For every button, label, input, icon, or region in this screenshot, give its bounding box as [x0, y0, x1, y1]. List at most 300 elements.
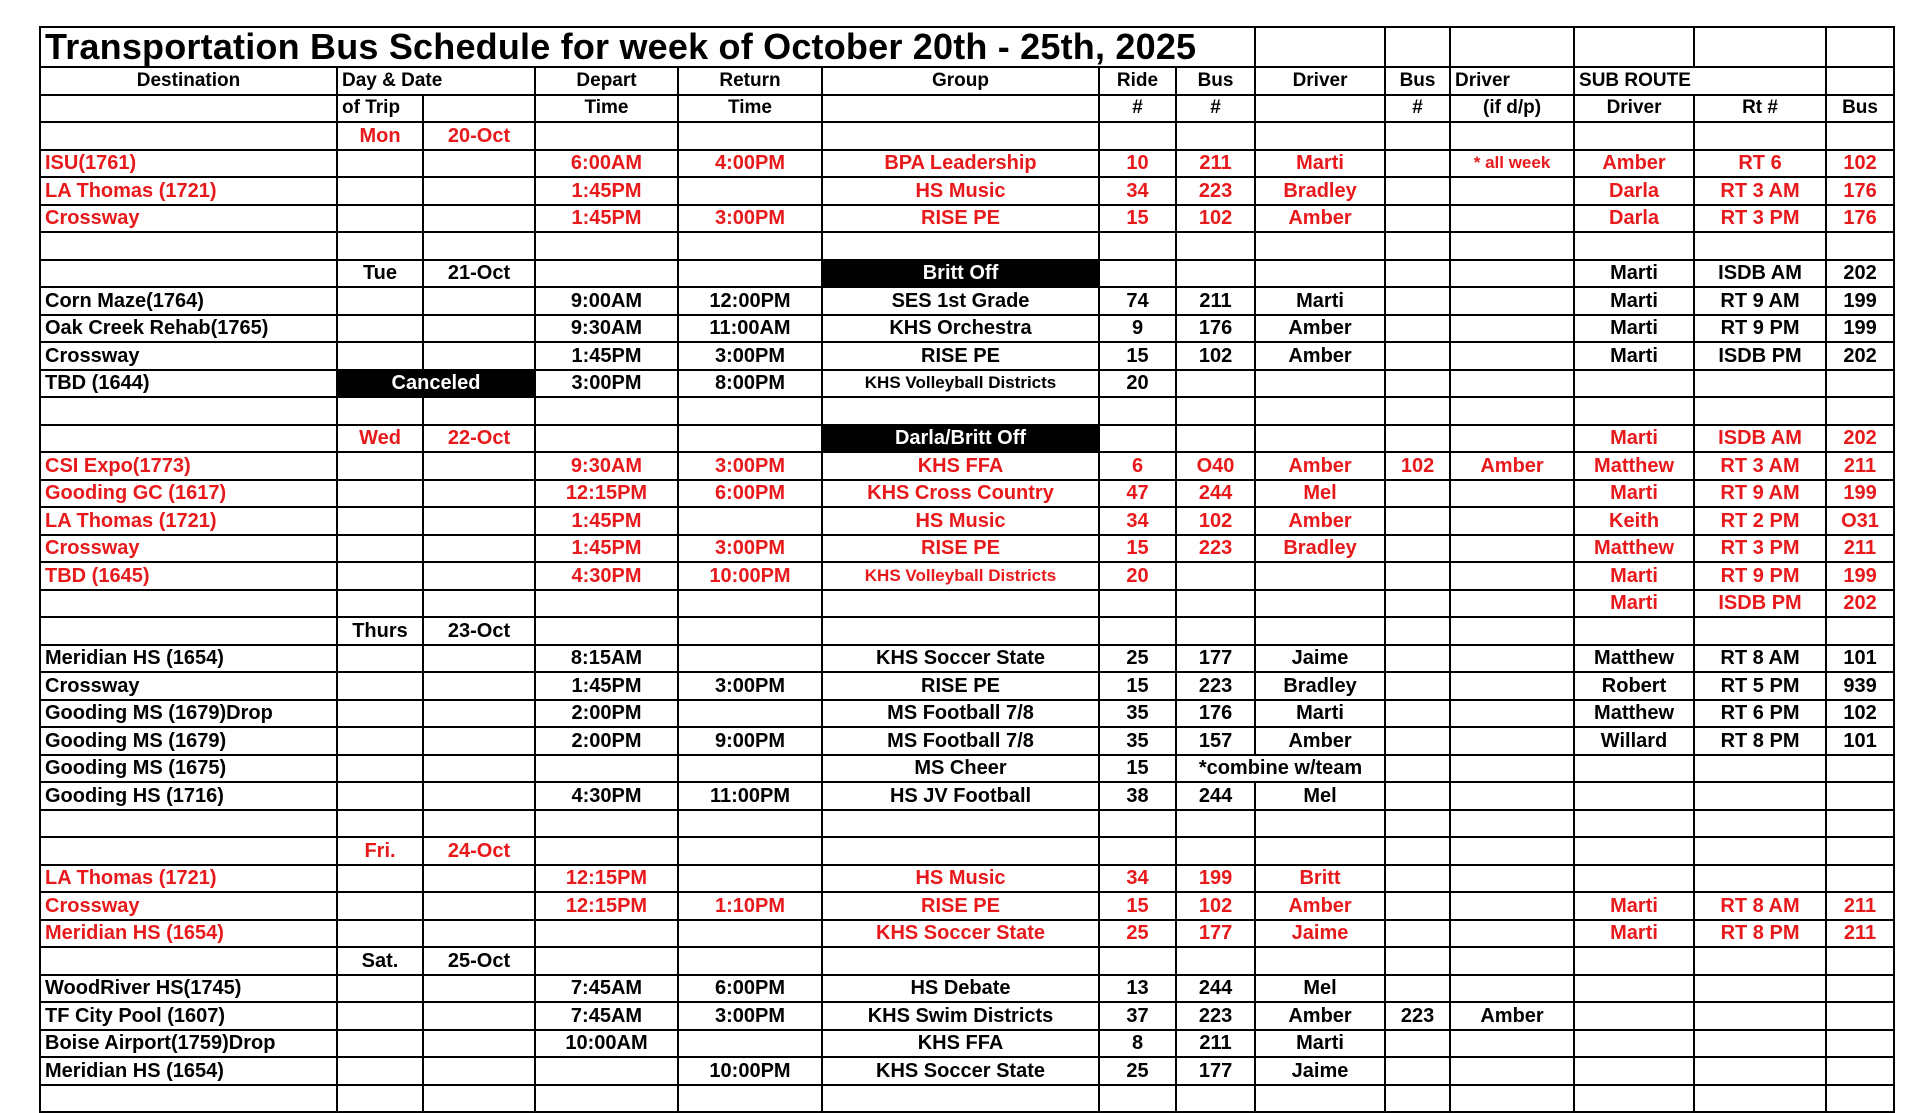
driver-2-cell: Amber: [1450, 452, 1574, 480]
bus-number-cell: 211: [1176, 1030, 1255, 1058]
table-row: [40, 837, 1894, 865]
table-row: [40, 645, 1894, 673]
day-cell: [337, 287, 423, 315]
bus-number-cell: 176: [1176, 700, 1255, 728]
return-time-cell: [678, 177, 822, 205]
ride-count-cell: 20: [1099, 370, 1176, 398]
header-sub-bus: Bus: [1826, 95, 1894, 123]
date-cell: [423, 1057, 535, 1085]
title-blank: [1826, 27, 1894, 67]
driver-2-cell: [1450, 177, 1574, 205]
table-row: [40, 507, 1894, 535]
date-cell: [423, 452, 535, 480]
depart-time-cell: [535, 397, 678, 425]
sub-driver-cell: Keith: [1574, 507, 1694, 535]
sub-driver-cell: Marti: [1574, 315, 1694, 343]
header-sub-route: SUB ROUTE: [1574, 67, 1826, 95]
depart-time-cell: [535, 260, 678, 288]
date-cell: [423, 782, 535, 810]
bus-2-cell: [1385, 425, 1450, 453]
sub-route-cell: RT 2 PM: [1694, 507, 1826, 535]
bus-number-cell: 244: [1176, 782, 1255, 810]
ride-count-cell: 15: [1099, 755, 1176, 783]
date-cell: [423, 205, 535, 233]
date-cell: [423, 232, 535, 260]
sub-route-cell: ISDB AM: [1694, 425, 1826, 453]
header-driver: Driver: [1255, 67, 1385, 95]
return-time-cell: 11:00AM: [678, 315, 822, 343]
driver-cell: Marti: [1255, 150, 1385, 178]
header-ride: Ride: [1099, 67, 1176, 95]
sub-bus-cell: [1826, 617, 1894, 645]
bus-2-cell: [1385, 672, 1450, 700]
bus-2-cell: [1385, 920, 1450, 948]
bus-2-cell: [1385, 782, 1450, 810]
day-cell: [337, 232, 423, 260]
day-cell: [337, 480, 423, 508]
date-cell: 25-Oct: [423, 947, 535, 975]
sub-bus-cell: 199: [1826, 562, 1894, 590]
sub-driver-cell: [1574, 370, 1694, 398]
depart-time-cell: 12:15PM: [535, 865, 678, 893]
day-cell: [337, 590, 423, 618]
sub-route-cell: [1694, 837, 1826, 865]
ride-count-cell: [1099, 617, 1176, 645]
driver-cell: [1255, 562, 1385, 590]
destination-cell: [40, 397, 337, 425]
driver-2-cell: [1450, 287, 1574, 315]
bus-2-cell: [1385, 150, 1450, 178]
day-cell: [337, 150, 423, 178]
sub-driver-cell: Marti: [1574, 590, 1694, 618]
bus-2-cell: [1385, 892, 1450, 920]
return-time-cell: [678, 947, 822, 975]
driver-cell: Marti: [1255, 1030, 1385, 1058]
return-time-cell: 12:00PM: [678, 287, 822, 315]
destination-cell: CSI Expo(1773): [40, 452, 337, 480]
sub-driver-cell: [1574, 837, 1694, 865]
title-blank: [1255, 27, 1385, 67]
sub-route-cell: RT 8 PM: [1694, 727, 1826, 755]
bus-2-cell: [1385, 342, 1450, 370]
table-row: [40, 452, 1894, 480]
depart-time-cell: [535, 810, 678, 838]
bus-2-cell: [1385, 177, 1450, 205]
driver-2-cell: [1450, 342, 1574, 370]
sub-bus-cell: 199: [1826, 315, 1894, 343]
sub-driver-cell: [1574, 1002, 1694, 1030]
day-cell: Mon: [337, 122, 423, 150]
driver-2-cell: [1450, 755, 1574, 783]
day-cell: [337, 975, 423, 1003]
driver-2-cell: [1450, 892, 1574, 920]
date-cell: [423, 755, 535, 783]
ride-count-cell: 8: [1099, 1030, 1176, 1058]
sub-driver-cell: [1574, 755, 1694, 783]
group-cell: HS Music: [822, 177, 1099, 205]
bus-number-cell: 177: [1176, 1057, 1255, 1085]
group-cell: RISE PE: [822, 892, 1099, 920]
bus-2-cell: [1385, 645, 1450, 673]
driver-cell: [1255, 810, 1385, 838]
driver-cell: Amber: [1255, 342, 1385, 370]
ride-count-cell: [1099, 1085, 1176, 1113]
driver-cell: [1255, 397, 1385, 425]
bus-2-cell: [1385, 122, 1450, 150]
return-time-cell: 3:00PM: [678, 1002, 822, 1030]
sub-driver-cell: Matthew: [1574, 452, 1694, 480]
sub-bus-cell: 939: [1826, 672, 1894, 700]
destination-cell: Crossway: [40, 892, 337, 920]
depart-time-cell: [535, 232, 678, 260]
header-depart: Depart: [535, 67, 678, 95]
ride-count-cell: [1099, 122, 1176, 150]
title-blank: [1385, 27, 1450, 67]
depart-time-cell: [535, 920, 678, 948]
driver-2-cell: [1450, 507, 1574, 535]
day-cell: [337, 755, 423, 783]
driver-cell: [1255, 837, 1385, 865]
driver-cell: [1255, 260, 1385, 288]
return-time-cell: [678, 425, 822, 453]
table-row: [40, 810, 1894, 838]
driver-2-cell: [1450, 947, 1574, 975]
title-row: [40, 27, 1894, 67]
sub-bus-cell: 199: [1826, 287, 1894, 315]
group-cell: HS Debate: [822, 975, 1099, 1003]
driver-2-cell: * all week: [1450, 150, 1574, 178]
sub-route-cell: RT 8 AM: [1694, 645, 1826, 673]
bus-number-cell: 223: [1176, 535, 1255, 563]
sub-bus-cell: [1826, 975, 1894, 1003]
table-row: [40, 1085, 1894, 1113]
date-cell: 20-Oct: [423, 122, 535, 150]
depart-time-cell: [535, 947, 678, 975]
destination-cell: Boise Airport(1759)Drop: [40, 1030, 337, 1058]
driver-cell: Mel: [1255, 782, 1385, 810]
bus-number-cell: [1176, 425, 1255, 453]
sub-driver-cell: Marti: [1574, 425, 1694, 453]
sub-driver-cell: [1574, 617, 1694, 645]
depart-time-cell: 9:30AM: [535, 452, 678, 480]
header-blank: [822, 95, 1099, 123]
driver-cell: [1255, 122, 1385, 150]
driver-cell: Mel: [1255, 975, 1385, 1003]
bus-number-cell: [1176, 260, 1255, 288]
group-cell: [822, 590, 1099, 618]
sub-driver-cell: [1574, 1085, 1694, 1113]
day-cell: Wed: [337, 425, 423, 453]
sub-route-cell: [1694, 370, 1826, 398]
return-time-cell: [678, 1085, 822, 1113]
bus-2-cell: [1385, 1057, 1450, 1085]
return-time-cell: [678, 1030, 822, 1058]
bus-2-cell: [1385, 700, 1450, 728]
date-cell: [423, 975, 535, 1003]
sub-route-cell: RT 3 PM: [1694, 205, 1826, 233]
group-cell: KHS Volleyball Districts: [822, 562, 1099, 590]
bus-2-cell: [1385, 397, 1450, 425]
sub-route-cell: [1694, 122, 1826, 150]
date-cell: [423, 1085, 535, 1113]
sub-route-cell: [1694, 397, 1826, 425]
group-cell: MS Football 7/8: [822, 727, 1099, 755]
ride-count-cell: 20: [1099, 562, 1176, 590]
depart-time-cell: [535, 755, 678, 783]
sub-driver-cell: Marti: [1574, 480, 1694, 508]
date-cell: 21-Oct: [423, 260, 535, 288]
destination-cell: Crossway: [40, 672, 337, 700]
table-row: [40, 425, 1894, 453]
sub-route-cell: [1694, 1030, 1826, 1058]
sub-bus-cell: 202: [1826, 342, 1894, 370]
driver-2-cell: [1450, 480, 1574, 508]
table-row: [40, 1002, 1894, 1030]
sub-driver-cell: Marti: [1574, 892, 1694, 920]
group-cell: [822, 1085, 1099, 1113]
bus-number-cell: 244: [1176, 975, 1255, 1003]
bus-2-cell: [1385, 260, 1450, 288]
return-time-cell: 3:00PM: [678, 452, 822, 480]
driver-cell: [1255, 425, 1385, 453]
day-cell: [337, 452, 423, 480]
driver-cell: [1255, 232, 1385, 260]
sub-driver-cell: [1574, 232, 1694, 260]
depart-time-cell: 1:45PM: [535, 342, 678, 370]
bus-2-cell: [1385, 617, 1450, 645]
return-time-cell: 6:00PM: [678, 975, 822, 1003]
day-cell: [337, 1085, 423, 1113]
date-cell: [423, 287, 535, 315]
table-row: [40, 287, 1894, 315]
driver-cell: Bradley: [1255, 672, 1385, 700]
sub-route-cell: [1694, 947, 1826, 975]
destination-cell: LA Thomas (1721): [40, 865, 337, 893]
sub-route-cell: [1694, 782, 1826, 810]
bus-number-cell: 102: [1176, 342, 1255, 370]
depart-time-cell: 4:30PM: [535, 782, 678, 810]
header-blank: [40, 95, 337, 123]
sub-driver-cell: Matthew: [1574, 535, 1694, 563]
sub-driver-cell: [1574, 975, 1694, 1003]
ride-count-cell: 47: [1099, 480, 1176, 508]
date-cell: [423, 810, 535, 838]
table-row: [40, 177, 1894, 205]
group-cell: KHS Soccer State: [822, 1057, 1099, 1085]
driver-cell: Amber: [1255, 452, 1385, 480]
bus-number-cell: 244: [1176, 480, 1255, 508]
table-row: [40, 535, 1894, 563]
table-row: [40, 260, 1894, 288]
sub-route-cell: RT 9 AM: [1694, 287, 1826, 315]
day-cell: [337, 727, 423, 755]
return-time-cell: [678, 837, 822, 865]
ride-count-cell: 6: [1099, 452, 1176, 480]
day-cell: Fri.: [337, 837, 423, 865]
header-depart-time: Time: [535, 95, 678, 123]
sub-route-cell: [1694, 865, 1826, 893]
group-cell: RISE PE: [822, 342, 1099, 370]
sub-route-cell: RT 6: [1694, 150, 1826, 178]
header-of-trip: of Trip: [337, 95, 423, 123]
sub-bus-cell: 211: [1826, 892, 1894, 920]
date-cell: [423, 590, 535, 618]
group-cell: KHS Volleyball Districts: [822, 370, 1099, 398]
group-cell: KHS Cross Country: [822, 480, 1099, 508]
table-row: [40, 397, 1894, 425]
bus-2-cell: [1385, 1085, 1450, 1113]
day-cell: Thurs: [337, 617, 423, 645]
group-cell: RISE PE: [822, 535, 1099, 563]
ride-count-cell: 15: [1099, 892, 1176, 920]
destination-cell: Meridian HS (1654): [40, 645, 337, 673]
table-row: [40, 1057, 1894, 1085]
bus-2-cell: [1385, 287, 1450, 315]
bus-2-cell: [1385, 232, 1450, 260]
sub-bus-cell: 176: [1826, 205, 1894, 233]
bus-number-cell: 157: [1176, 727, 1255, 755]
title-blank: [1574, 27, 1694, 67]
driver-2-cell: [1450, 617, 1574, 645]
table-row: [40, 590, 1894, 618]
depart-time-cell: [535, 617, 678, 645]
ride-count-cell: 15: [1099, 342, 1176, 370]
day-cell: [337, 1030, 423, 1058]
ride-count-cell: [1099, 947, 1176, 975]
date-cell: [423, 892, 535, 920]
driver-2-cell: [1450, 975, 1574, 1003]
sub-bus-cell: O31: [1826, 507, 1894, 535]
sub-route-cell: RT 3 AM: [1694, 177, 1826, 205]
title-blank: [1694, 27, 1826, 67]
ride-count-cell: 34: [1099, 865, 1176, 893]
ride-count-cell: 34: [1099, 177, 1176, 205]
depart-time-cell: 3:00PM: [535, 370, 678, 398]
driver-cell: Jaime: [1255, 920, 1385, 948]
sub-bus-cell: [1826, 122, 1894, 150]
day-cell: [337, 782, 423, 810]
driver-cell: Bradley: [1255, 177, 1385, 205]
table-row: [40, 122, 1894, 150]
sub-bus-cell: [1826, 370, 1894, 398]
sub-route-cell: [1694, 1085, 1826, 1113]
destination-cell: LA Thomas (1721): [40, 177, 337, 205]
destination-cell: [40, 260, 337, 288]
group-cell: [822, 617, 1099, 645]
bus-2-cell: [1385, 727, 1450, 755]
table-row: [40, 150, 1894, 178]
depart-time-cell: [535, 425, 678, 453]
destination-cell: Gooding MS (1679): [40, 727, 337, 755]
driver-2-cell: [1450, 122, 1574, 150]
driver-2-cell: [1450, 1085, 1574, 1113]
day-cell: [337, 865, 423, 893]
date-cell: [423, 342, 535, 370]
bus-2-cell: [1385, 535, 1450, 563]
bus-number-cell: 102: [1176, 507, 1255, 535]
date-cell: [423, 535, 535, 563]
return-time-cell: [678, 617, 822, 645]
day-cell: [337, 535, 423, 563]
ride-count-cell: 74: [1099, 287, 1176, 315]
header-destination: Destination: [40, 67, 337, 95]
driver-cell: Marti: [1255, 700, 1385, 728]
ride-count-cell: [1099, 425, 1176, 453]
return-time-cell: 9:00PM: [678, 727, 822, 755]
sub-bus-cell: [1826, 810, 1894, 838]
sub-bus-cell: 102: [1826, 700, 1894, 728]
ride-count-cell: 13: [1099, 975, 1176, 1003]
sub-route-cell: RT 9 AM: [1694, 480, 1826, 508]
bus-number-cell: 177: [1176, 645, 1255, 673]
return-time-cell: [678, 260, 822, 288]
bus-2-cell: [1385, 947, 1450, 975]
group-cell: MS Football 7/8: [822, 700, 1099, 728]
driver-2-cell: [1450, 260, 1574, 288]
date-cell: [423, 1002, 535, 1030]
sub-route-cell: [1694, 232, 1826, 260]
driver-2-cell: [1450, 1030, 1574, 1058]
return-time-cell: 3:00PM: [678, 342, 822, 370]
bus-number-cell: 223: [1176, 1002, 1255, 1030]
bus-2-cell: [1385, 1030, 1450, 1058]
ride-count-cell: 34: [1099, 507, 1176, 535]
driver-cell: [1255, 1085, 1385, 1113]
depart-time-cell: 1:45PM: [535, 177, 678, 205]
sub-route-cell: RT 8 PM: [1694, 920, 1826, 948]
depart-time-cell: 10:00AM: [535, 1030, 678, 1058]
table-row: [40, 617, 1894, 645]
group-cell: KHS Soccer State: [822, 645, 1099, 673]
group-cell: [822, 837, 1099, 865]
ride-count-cell: [1099, 810, 1176, 838]
return-time-cell: 11:00PM: [678, 782, 822, 810]
depart-time-cell: 12:15PM: [535, 480, 678, 508]
return-time-cell: [678, 507, 822, 535]
day-cell: Sat.: [337, 947, 423, 975]
bus-2-cell: [1385, 810, 1450, 838]
date-cell: [423, 177, 535, 205]
destination-cell: Gooding MS (1679)Drop: [40, 700, 337, 728]
group-cell: KHS Soccer State: [822, 920, 1099, 948]
bus-2-cell: [1385, 837, 1450, 865]
sub-driver-cell: [1574, 810, 1694, 838]
driver-2-cell: [1450, 370, 1574, 398]
depart-time-cell: 6:00AM: [535, 150, 678, 178]
bus-2-cell: [1385, 755, 1450, 783]
header-bus: Bus: [1176, 67, 1255, 95]
group-cell: MS Cheer: [822, 755, 1099, 783]
bus-number-cell: 102: [1176, 892, 1255, 920]
return-time-cell: 3:00PM: [678, 535, 822, 563]
driver-2-cell: [1450, 672, 1574, 700]
group-cell: KHS Orchestra: [822, 315, 1099, 343]
bus-number-cell: [1176, 232, 1255, 260]
sub-driver-cell: [1574, 782, 1694, 810]
table-row: [40, 700, 1894, 728]
return-time-cell: 10:00PM: [678, 562, 822, 590]
driver-2-cell: [1450, 920, 1574, 948]
sub-bus-cell: [1826, 782, 1894, 810]
ride-count-cell: 38: [1099, 782, 1176, 810]
sub-driver-cell: Marti: [1574, 562, 1694, 590]
bus-2-cell: [1385, 205, 1450, 233]
return-time-cell: [678, 590, 822, 618]
group-cell: [822, 810, 1099, 838]
date-cell: [423, 315, 535, 343]
group-cell: HS JV Football: [822, 782, 1099, 810]
destination-cell: Meridian HS (1654): [40, 920, 337, 948]
